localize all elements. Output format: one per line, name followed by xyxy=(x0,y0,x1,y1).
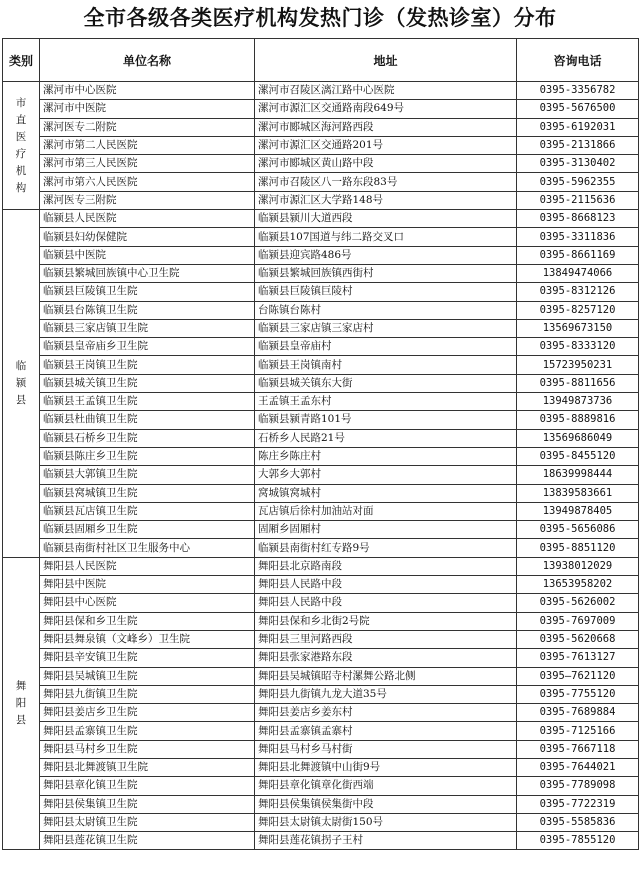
phone-cell: 0395-8333120 xyxy=(517,338,639,356)
header-category: 类别 xyxy=(3,39,40,82)
category-cell: 舞 阳 县 xyxy=(3,557,40,850)
unit-name-cell: 舞阳县太尉镇卫生院 xyxy=(40,813,255,831)
table-row xyxy=(3,136,639,154)
phone-cell: 0395-8889816 xyxy=(517,411,639,429)
table-row xyxy=(3,667,639,685)
unit-name-cell: 舞阳县北舞渡镇卫生院 xyxy=(40,758,255,776)
table-row xyxy=(3,393,639,411)
table-row xyxy=(3,594,639,612)
header-phone: 咨询电话 xyxy=(517,39,639,82)
address-cell: 舞阳县九街镇九龙大道35号 xyxy=(255,685,517,703)
table-row xyxy=(3,246,639,264)
phone-cell: 0395-5620668 xyxy=(517,630,639,648)
phone-cell: 0395-3356782 xyxy=(517,82,639,100)
table-row xyxy=(3,228,639,246)
address-cell: 漯河市郾城区黄山路中段 xyxy=(255,155,517,173)
phone-cell: 0395-8668123 xyxy=(517,210,639,228)
phone-cell: 13653958202 xyxy=(517,576,639,594)
table-row xyxy=(3,685,639,703)
unit-name-cell: 临颍县王岗镇卫生院 xyxy=(40,356,255,374)
unit-name-cell: 漯河市第六人民医院 xyxy=(40,173,255,191)
table-row xyxy=(3,338,639,356)
header-name: 单位名称 xyxy=(40,39,255,82)
table-row xyxy=(3,612,639,630)
address-cell: 舞阳县人民路中段 xyxy=(255,594,517,612)
table-row xyxy=(3,630,639,648)
table-row xyxy=(3,521,639,539)
address-cell: 固厢乡固厢村 xyxy=(255,521,517,539)
phone-cell: 0395-7755120 xyxy=(517,685,639,703)
phone-cell: 13839583661 xyxy=(517,484,639,502)
table-row xyxy=(3,100,639,118)
table-header-row xyxy=(3,39,639,82)
unit-name-cell: 临颍县皇帝庙乡卫生院 xyxy=(40,338,255,356)
address-cell: 漯河市源汇区大学路148号 xyxy=(255,191,517,209)
unit-name-cell: 临颍县巨陵镇卫生院 xyxy=(40,283,255,301)
unit-name-cell: 临颍县台陈镇卫生院 xyxy=(40,301,255,319)
table-row xyxy=(3,301,639,319)
table-row xyxy=(3,758,639,776)
unit-name-cell: 临颍县三家店镇卫生院 xyxy=(40,319,255,337)
phone-cell: 0395-5962355 xyxy=(517,173,639,191)
unit-name-cell: 临颍县城关镇卫生院 xyxy=(40,374,255,392)
phone-cell: 0395-2115636 xyxy=(517,191,639,209)
table-row xyxy=(3,484,639,502)
table-row xyxy=(3,649,639,667)
unit-name-cell: 临颍县南街村社区卫生服务中心 xyxy=(40,539,255,557)
table-row xyxy=(3,502,639,520)
table-row xyxy=(3,740,639,758)
unit-name-cell: 漯河医专二附院 xyxy=(40,118,255,136)
table-row xyxy=(3,82,639,100)
unit-name-cell: 舞阳县莲花镇卫生院 xyxy=(40,832,255,850)
table-body xyxy=(3,82,639,850)
address-cell: 陈庄乡陈庄村 xyxy=(255,447,517,465)
table-row xyxy=(3,283,639,301)
table-row xyxy=(3,795,639,813)
unit-name-cell: 漯河市中心医院 xyxy=(40,82,255,100)
address-cell: 舞阳县孟寨镇孟寨村 xyxy=(255,722,517,740)
unit-name-cell: 临颍县杜曲镇卫生院 xyxy=(40,411,255,429)
table-row xyxy=(3,374,639,392)
unit-name-cell: 舞阳县保和乡卫生院 xyxy=(40,612,255,630)
phone-cell: 0395-5626002 xyxy=(517,594,639,612)
unit-name-cell: 舞阳县九街镇卫生院 xyxy=(40,685,255,703)
unit-name-cell: 舞阳县吴城镇卫生院 xyxy=(40,667,255,685)
phone-cell: 0395-5676500 xyxy=(517,100,639,118)
address-cell: 临颍县王岗镇南村 xyxy=(255,356,517,374)
address-cell: 漯河市召陵区八一路东段83号 xyxy=(255,173,517,191)
address-cell: 台陈镇台陈村 xyxy=(255,301,517,319)
address-cell: 舞阳县侯集镇侯集街中段 xyxy=(255,795,517,813)
hospital-table xyxy=(2,38,639,850)
unit-name-cell: 舞阳县侯集镇卫生院 xyxy=(40,795,255,813)
phone-cell: 0395-8455120 xyxy=(517,447,639,465)
phone-cell: 0395-5585836 xyxy=(517,813,639,831)
address-cell: 临颍县繁城回族镇西街村 xyxy=(255,264,517,282)
phone-cell: 0395-3311836 xyxy=(517,228,639,246)
unit-name-cell: 临颍县中医院 xyxy=(40,246,255,264)
phone-cell: 0395—7621120 xyxy=(517,667,639,685)
unit-name-cell: 临颍县繁城回族镇中心卫生院 xyxy=(40,264,255,282)
phone-cell: 0395-8811656 xyxy=(517,374,639,392)
unit-name-cell: 漯河医专三附院 xyxy=(40,191,255,209)
table-row xyxy=(3,173,639,191)
phone-cell: 0395-8257120 xyxy=(517,301,639,319)
address-cell: 漯河市源汇区交通路南段649号 xyxy=(255,100,517,118)
table-row xyxy=(3,576,639,594)
unit-name-cell: 临颍县固厢乡卫生院 xyxy=(40,521,255,539)
unit-name-cell: 临颍县石桥乡卫生院 xyxy=(40,429,255,447)
phone-cell: 13569686049 xyxy=(517,429,639,447)
phone-cell: 0395-7125166 xyxy=(517,722,639,740)
table-row xyxy=(3,704,639,722)
table-row xyxy=(3,356,639,374)
phone-cell: 13938012029 xyxy=(517,557,639,575)
phone-cell: 0395-8312126 xyxy=(517,283,639,301)
address-cell: 临颍县皇帝庙村 xyxy=(255,338,517,356)
phone-cell: 0395-7689884 xyxy=(517,704,639,722)
phone-cell: 0395-7667118 xyxy=(517,740,639,758)
category-cell: 临 颍 县 xyxy=(3,210,40,558)
address-cell: 王孟镇王孟东村 xyxy=(255,393,517,411)
address-cell: 临颍县颍青路101号 xyxy=(255,411,517,429)
address-cell: 舞阳县姜店乡姜东村 xyxy=(255,704,517,722)
address-cell: 舞阳县人民路中段 xyxy=(255,576,517,594)
unit-name-cell: 漯河市中医院 xyxy=(40,100,255,118)
unit-name-cell: 舞阳县中心医院 xyxy=(40,594,255,612)
table-row xyxy=(3,155,639,173)
table-row xyxy=(3,777,639,795)
phone-cell: 18639998444 xyxy=(517,466,639,484)
table-row xyxy=(3,466,639,484)
unit-name-cell: 舞阳县舞泉镇（文峰乡）卫生院 xyxy=(40,630,255,648)
phone-cell: 0395-2131866 xyxy=(517,136,639,154)
address-cell: 临颍县南街村红专路9号 xyxy=(255,539,517,557)
address-cell: 舞阳县北京路南段 xyxy=(255,557,517,575)
unit-name-cell: 临颍县瓦店镇卫生院 xyxy=(40,502,255,520)
address-cell: 漯河市源汇区交通路201号 xyxy=(255,136,517,154)
phone-cell: 0395-7789098 xyxy=(517,777,639,795)
phone-cell: 0395-5656086 xyxy=(517,521,639,539)
unit-name-cell: 舞阳县中医院 xyxy=(40,576,255,594)
table-row xyxy=(3,319,639,337)
unit-name-cell: 舞阳县姜店乡卫生院 xyxy=(40,704,255,722)
phone-cell: 13949873736 xyxy=(517,393,639,411)
unit-name-cell: 临颍县大郭镇卫生院 xyxy=(40,466,255,484)
phone-cell: 0395-6192031 xyxy=(517,118,639,136)
address-cell: 临颍县107国道与纬二路交叉口 xyxy=(255,228,517,246)
phone-cell: 0395-8851120 xyxy=(517,539,639,557)
phone-cell: 0395-8661169 xyxy=(517,246,639,264)
address-cell: 临颍县巨陵镇巨陵村 xyxy=(255,283,517,301)
address-cell: 舞阳县北舞渡镇中山街9号 xyxy=(255,758,517,776)
unit-name-cell: 舞阳县人民医院 xyxy=(40,557,255,575)
phone-cell: 0395-7855120 xyxy=(517,832,639,850)
table-row xyxy=(3,557,639,575)
table-row xyxy=(3,210,639,228)
phone-cell: 15723950231 xyxy=(517,356,639,374)
address-cell: 舞阳县保和乡北街2号院 xyxy=(255,612,517,630)
unit-name-cell: 临颍县妇幼保健院 xyxy=(40,228,255,246)
address-cell: 漯河市召陵区漓江路中心医院 xyxy=(255,82,517,100)
page-title: 全市各级各类医疗机构发热门诊（发热诊室）分布 xyxy=(83,6,557,30)
address-cell: 窝城镇窝城村 xyxy=(255,484,517,502)
address-cell: 大郭乡大郭村 xyxy=(255,466,517,484)
unit-name-cell: 舞阳县章化镇卫生院 xyxy=(40,777,255,795)
address-cell: 舞阳县莲花镇拐子王村 xyxy=(255,832,517,850)
table-row xyxy=(3,191,639,209)
table-row xyxy=(3,539,639,557)
address-cell: 舞阳县吴城镇昭寺村漯舞公路北侧 xyxy=(255,667,517,685)
table-row xyxy=(3,411,639,429)
unit-name-cell: 临颍县陈庄乡卫生院 xyxy=(40,447,255,465)
unit-name-cell: 漯河市第三人民医院 xyxy=(40,155,255,173)
table-row xyxy=(3,813,639,831)
phone-cell: 0395-7613127 xyxy=(517,649,639,667)
header-address: 地址 xyxy=(255,39,517,82)
address-cell: 舞阳县三里河路西段 xyxy=(255,630,517,648)
table-row xyxy=(3,264,639,282)
address-cell: 石桥乡人民路21号 xyxy=(255,429,517,447)
unit-name-cell: 临颍县窝城镇卫生院 xyxy=(40,484,255,502)
address-cell: 漯河市郾城区海河路西段 xyxy=(255,118,517,136)
phone-cell: 13949878405 xyxy=(517,502,639,520)
unit-name-cell: 漯河市第二人民医院 xyxy=(40,136,255,154)
address-cell: 舞阳县张家港路东段 xyxy=(255,649,517,667)
table-row xyxy=(3,429,639,447)
phone-cell: 0395-7722319 xyxy=(517,795,639,813)
table-row xyxy=(3,118,639,136)
unit-name-cell: 舞阳县马村乡卫生院 xyxy=(40,740,255,758)
phone-cell: 0395-3130402 xyxy=(517,155,639,173)
table-row xyxy=(3,832,639,850)
address-cell: 舞阳县马村乡马村街 xyxy=(255,740,517,758)
address-cell: 临颍县迎宾路486号 xyxy=(255,246,517,264)
phone-cell: 13569673150 xyxy=(517,319,639,337)
unit-name-cell: 临颍县人民医院 xyxy=(40,210,255,228)
address-cell: 舞阳县太尉镇太尉街150号 xyxy=(255,813,517,831)
phone-cell: 0395-7644021 xyxy=(517,758,639,776)
phone-cell: 0395-7697009 xyxy=(517,612,639,630)
unit-name-cell: 临颍县王孟镇卫生院 xyxy=(40,393,255,411)
unit-name-cell: 舞阳县孟寨镇卫生院 xyxy=(40,722,255,740)
table-row xyxy=(3,447,639,465)
category-cell: 市 直 医 疗 机 构 xyxy=(3,82,40,210)
table-row xyxy=(3,722,639,740)
address-cell: 临颍县颍川大道西段 xyxy=(255,210,517,228)
address-cell: 瓦店镇后徐村加油站对面 xyxy=(255,502,517,520)
address-cell: 临颍县城关镇东大街 xyxy=(255,374,517,392)
address-cell: 舞阳县章化镇章化街西端 xyxy=(255,777,517,795)
unit-name-cell: 舞阳县辛安镇卫生院 xyxy=(40,649,255,667)
phone-cell: 13849474066 xyxy=(517,264,639,282)
address-cell: 临颍县三家店镇三家店村 xyxy=(255,319,517,337)
